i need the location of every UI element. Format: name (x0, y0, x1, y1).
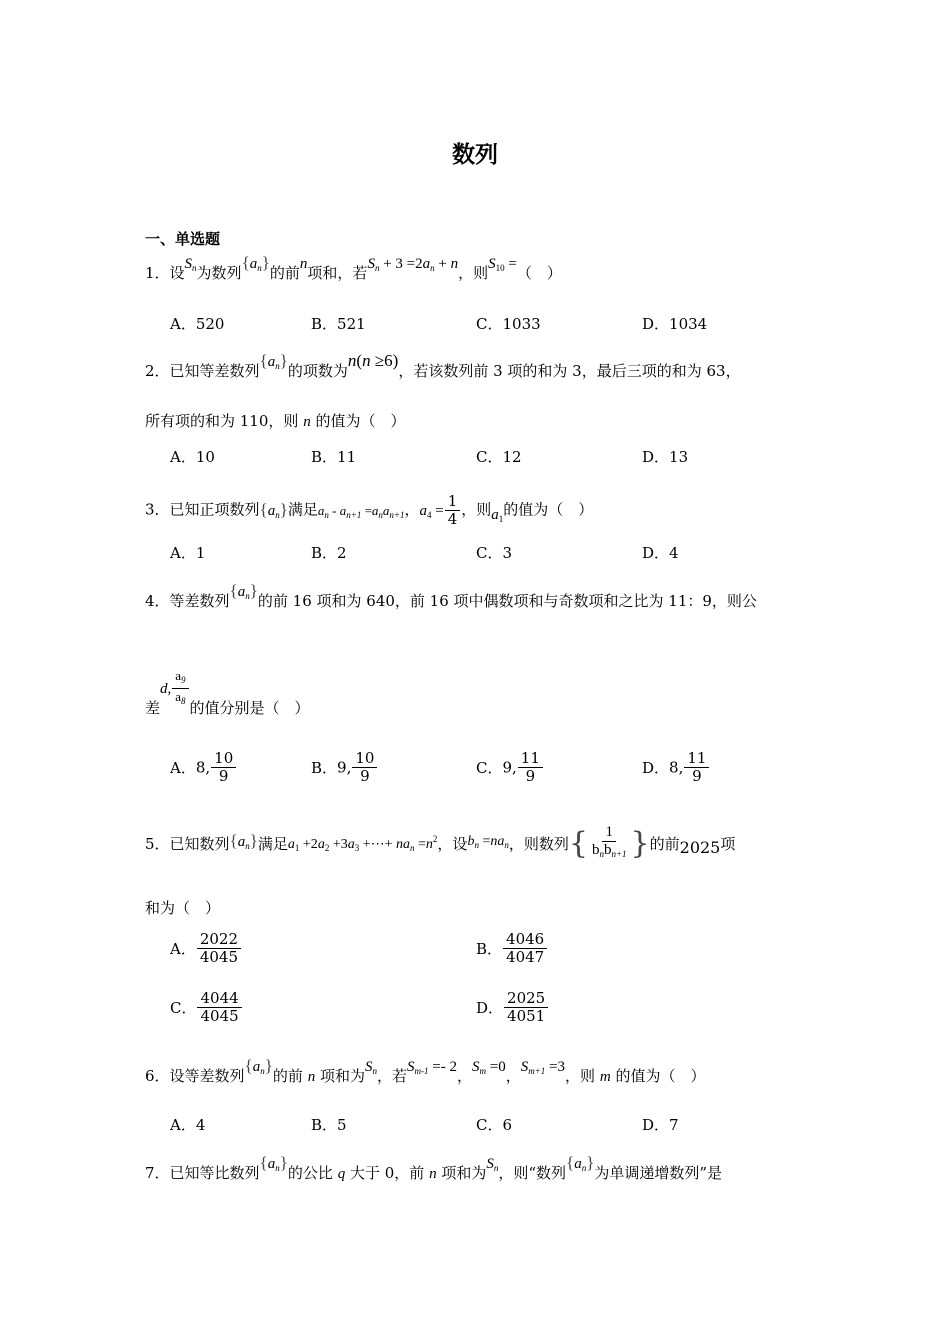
fraction-4046-4047: $\frac{4046}{4047}$ (503, 931, 547, 966)
q5-option-c[interactable]: C． $\frac{4044}{4045}$ (170, 990, 243, 1025)
option-value: 9, (337, 758, 352, 777)
math-n: n (429, 1166, 437, 1182)
math-an-set: $\{a_n\}$ (241, 253, 270, 273)
q1-option-c[interactable]: C．1033 (476, 315, 541, 333)
q1-option-b[interactable]: B．521 (311, 315, 366, 333)
page-title: 数列 (452, 141, 498, 168)
fraction-1-over-bn-bn1: $\frac{1}{b_nb_{n+1}}$ (591, 824, 627, 859)
math-an-set: $\{a_n\}$ (244, 1056, 273, 1076)
q4-option-a[interactable]: A．8, $\frac{10}{9}$ (170, 750, 237, 785)
math-an-set: $\{a_n\}$ (259, 351, 288, 371)
math-an-set: $\{a_n\}$ (229, 581, 258, 601)
fraction-11-9: $\frac{11}{9}$ (518, 750, 543, 785)
question-5: 5．已知数列 $\{a_n\}$ 满足 $a_1 +2a_2 +3a_3$ +⋯+ $na_n =n^2$ ，设 $b_n =na_n$ ，则数列 { $\frac{1}{b_nb_{n+1}}$ } 的前 2025 项 (145, 824, 735, 863)
q2-option-d[interactable]: D．13 (642, 448, 689, 466)
q5-option-a[interactable]: A． $\frac{2022}{4045}$ (170, 931, 242, 966)
option-value: 8, (669, 758, 684, 777)
math-n: n (303, 414, 311, 430)
question-7: 7．已知等比数列$\{a_n\}$的公比 q 大于 0，前 n 项和为$S_n$，则“数列$\{a_n\}$为单调递增数列”是 (145, 1153, 723, 1182)
q6-option-c[interactable]: C．6 (476, 1116, 513, 1134)
question-2: 2．已知等差数列$\{a_n\}$的项数为n(n ≥6)，若该数列前 3 项的和为 3，最后三项的和为 63， (145, 351, 741, 380)
fraction-10-9: $\frac{10}{9}$ (352, 750, 377, 785)
question-6: 6．设等差数列$\{a_n\}$的前 n 项和为$S_n$，若$S_{m-1} =- 2$，$S_m =0$，$S_{m+1} =3$，则 m 的值为（ ） (145, 1056, 706, 1085)
math-condition: $S_n + 3 =2a_n + n$ (367, 256, 459, 273)
q4-option-d[interactable]: D．8, $\frac{11}{9}$ (642, 750, 710, 785)
math-d-ratio: d , $\frac{a_9}{a_8}$ (160, 668, 190, 709)
question-4: 4．等差数列$\{a_n\}$的前 16 项和为 640，前 16 项中偶数项和与奇数项和之比为 11：9，则公 (145, 581, 757, 610)
q3-option-b[interactable]: B．2 (311, 544, 347, 562)
math-a4: $a_4$ = (419, 502, 444, 520)
fraction-11-9: $\frac{11}{9}$ (684, 750, 709, 785)
q3-option-a[interactable]: A．1 (170, 544, 206, 562)
question-1: 1．设$S_n$为数列$\{a_n\}$的前n项和，若$S_n + 3 =2a_n + n$，则$S_{10}$ =（ ） (145, 253, 562, 282)
q2-option-b[interactable]: B．11 (311, 448, 357, 466)
q1-option-a[interactable]: A．520 (170, 315, 225, 333)
q4-option-b[interactable]: B．9, $\frac{10}{9}$ (311, 750, 378, 785)
section-heading: 一、单选题 (145, 230, 221, 248)
question-3: 3．已知正项数列$\{a_n\}$满足$a_n - a_{n+1} =a_na_{n+1}$，$a_4$ = $\frac{1}{4}$ ，则$a_1$的值为（ ） (145, 492, 594, 528)
q2-option-a[interactable]: A．10 (170, 448, 215, 466)
left-brace: { (568, 825, 588, 861)
math-n: n (307, 1069, 316, 1085)
math-sm-plus-1: $S_{m+1} =3$ (520, 1059, 566, 1076)
q4-option-c[interactable]: C．9, $\frac{11}{9}$ (476, 750, 544, 785)
math-an-set: $\{a_n\}$ (259, 499, 288, 520)
fraction-4044-4045: $\frac{4044}{4045}$ (197, 990, 241, 1025)
question-2-line-2: 所有项的和为 110，则 n 的值为（ ） (145, 412, 406, 430)
math-recurrence: $a_n - a_{n+1} =a_na_{n+1}$ (317, 502, 405, 520)
math-sum-condition: $a_1 +2a_2 +3a_3$ +⋯+ $na_n =n^2$ (287, 834, 438, 853)
math-an-set: $\{a_n\}$ (259, 1153, 288, 1173)
math-q: q (337, 1166, 346, 1182)
right-brace: } (630, 825, 650, 861)
fraction-10-9: $\frac{10}{9}$ (211, 750, 236, 785)
math-an-set: $\{a_n\}$ (229, 831, 258, 851)
math-sn: $S_n$ (486, 1156, 499, 1173)
q6-option-a[interactable]: A．4 (170, 1116, 206, 1134)
q5-option-d[interactable]: D． $\frac{2025}{4051}$ (476, 990, 549, 1025)
question-4-line-2: 差d , $\frac{a_9}{a_8}$ 的值分别是（ ） (145, 668, 310, 717)
q2-option-c[interactable]: C．12 (476, 448, 522, 466)
fraction-one-quarter: $\frac{1}{4}$ (445, 493, 461, 528)
math-bn-def: $b_n =na_n$ (467, 834, 509, 850)
math-sn: $S_n$ (184, 256, 197, 273)
math-sm-minus-1: $S_{m-1} =- 2$ (407, 1059, 457, 1076)
math-s10: $S_{10}$ = (488, 256, 517, 273)
q1-option-d[interactable]: D．1034 (642, 315, 708, 333)
option-value: 8, (195, 758, 211, 777)
q6-option-b[interactable]: B．5 (311, 1116, 347, 1134)
q3-option-c[interactable]: C．3 (476, 544, 513, 562)
math-m: m (599, 1069, 611, 1085)
fraction-2025-4051: $\frac{2025}{4051}$ (504, 990, 548, 1025)
question-5-line-2: 和为（ ） (145, 899, 221, 917)
math-a1: $a_1$ (491, 506, 504, 524)
math-n: n (299, 256, 308, 272)
q5-option-b[interactable]: B． $\frac{4046}{4047}$ (476, 931, 548, 966)
fraction-2022-4045: $\frac{2022}{4045}$ (197, 931, 241, 966)
q3-option-d[interactable]: D．4 (642, 544, 679, 562)
math-an-set: $\{a_n\}$ (566, 1153, 595, 1173)
math-sn: $S_n$ (364, 1059, 377, 1076)
math-n-ge-6: n(n ≥6) (347, 351, 399, 370)
math-sm: $S_m =0$ (471, 1059, 506, 1076)
q6-option-d[interactable]: D．7 (642, 1116, 679, 1134)
option-value: 9, (502, 758, 517, 777)
